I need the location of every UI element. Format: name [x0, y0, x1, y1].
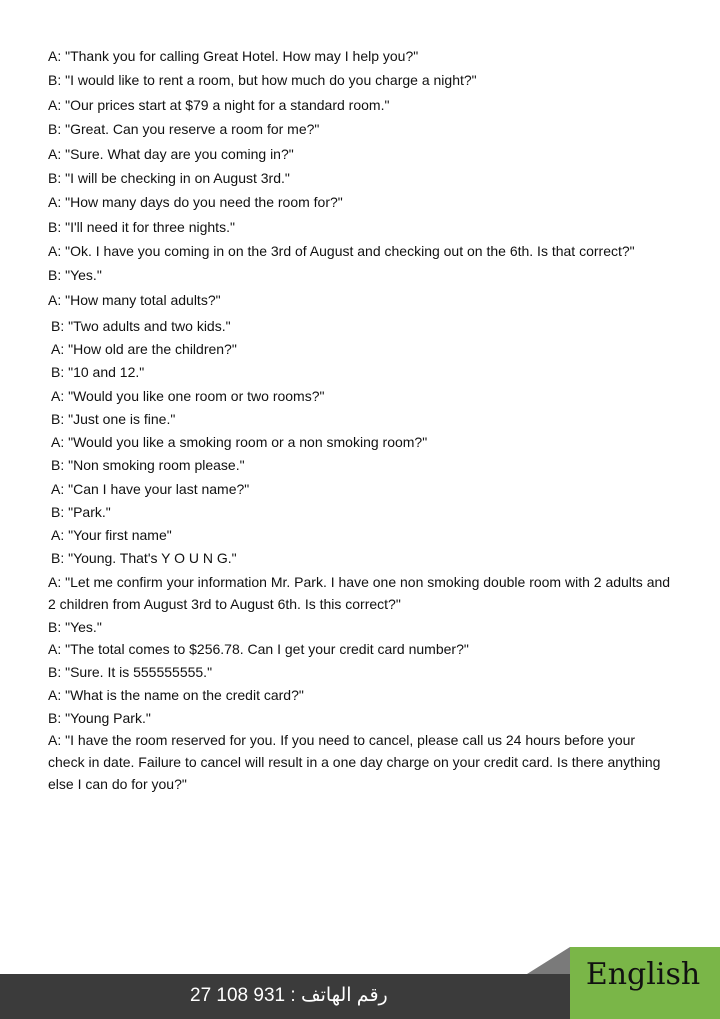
brand-label: English: [585, 957, 701, 992]
dialogue-line: A: "Thank you for calling Great Hotel. How may I help you?": [48, 48, 419, 64]
dialogue-line: A: "How many total adults?": [48, 292, 221, 308]
dialogue-line: B: "Yes.": [48, 267, 102, 283]
dialogue-line: A: "What is the name on the credit card?": [48, 687, 304, 703]
dialogue-line: B: "Sure. It is 555555555.": [48, 664, 213, 680]
dialogue-line: A: "Ok. I have you coming in on the 3rd of August and checking out on the 6th. Is that correct?": [48, 243, 635, 259]
dialogue-line: B: "Two adults and two kids.": [51, 318, 231, 334]
dialogue-line: B: "I'll need it for three nights.": [48, 219, 235, 235]
dialogue-line: B: "Young Park.": [48, 710, 151, 726]
dialogue-line: A: "Can I have your last name?": [51, 481, 250, 497]
dialogue-line: B: "Just one is fine.": [51, 411, 176, 427]
dialogue-line: A: "Sure. What day are you coming in?": [48, 146, 294, 162]
dialogue-line: A: "How many days do you need the room for?": [48, 194, 343, 210]
dialogue-line: A: "How old are the children?": [51, 341, 237, 357]
dialogue-line: B: "Great. Can you reserve a room for me?": [48, 121, 320, 137]
dialogue-line: A: "Our prices start at $79 a night for a standard room.": [48, 97, 390, 113]
dialogue-line: A: "Your first name": [51, 527, 172, 543]
dialogue-line: A: "Let me confirm your information Mr. Park. I have one non smoking double room with 2 adults and 2 children from August 3rd to August 6th. Is this correct?": [48, 574, 671, 612]
footer-phone-number: رقم الهاتف : 931 108 27: [190, 985, 388, 1006]
dialogue-line: A: "Would you like a smoking room or a non smoking room?": [51, 434, 428, 450]
dialogue-line: B: "Young. That's Y O U N G.": [51, 550, 237, 566]
dialogue-line: B: "Non smoking room please.": [51, 457, 245, 473]
dialogue-line: B: "I would like to rent a room, but how much do you charge a night?": [48, 72, 477, 88]
dialogue-line: B: "Park.": [51, 504, 111, 520]
dialogue-line: B: "Yes.": [48, 619, 102, 635]
dialogue-line: A: "I have the room reserved for you. If you need to cancel, please call us 24 hours before your check in date. Failure to cancel will result in a one day charge on your credit card. Is there anything else I can do for you?": [48, 732, 661, 792]
corner-triangle-shape: [527, 947, 570, 974]
dialogue-line: B: "I will be checking in on August 3rd.": [48, 170, 290, 186]
dialogue-line: A: "Would you like one room or two rooms?": [51, 388, 325, 404]
dialogue-line: B: "10 and 12.": [51, 364, 145, 380]
dialogue-line: A: "The total comes to $256.78. Can I get your credit card number?": [48, 641, 469, 657]
